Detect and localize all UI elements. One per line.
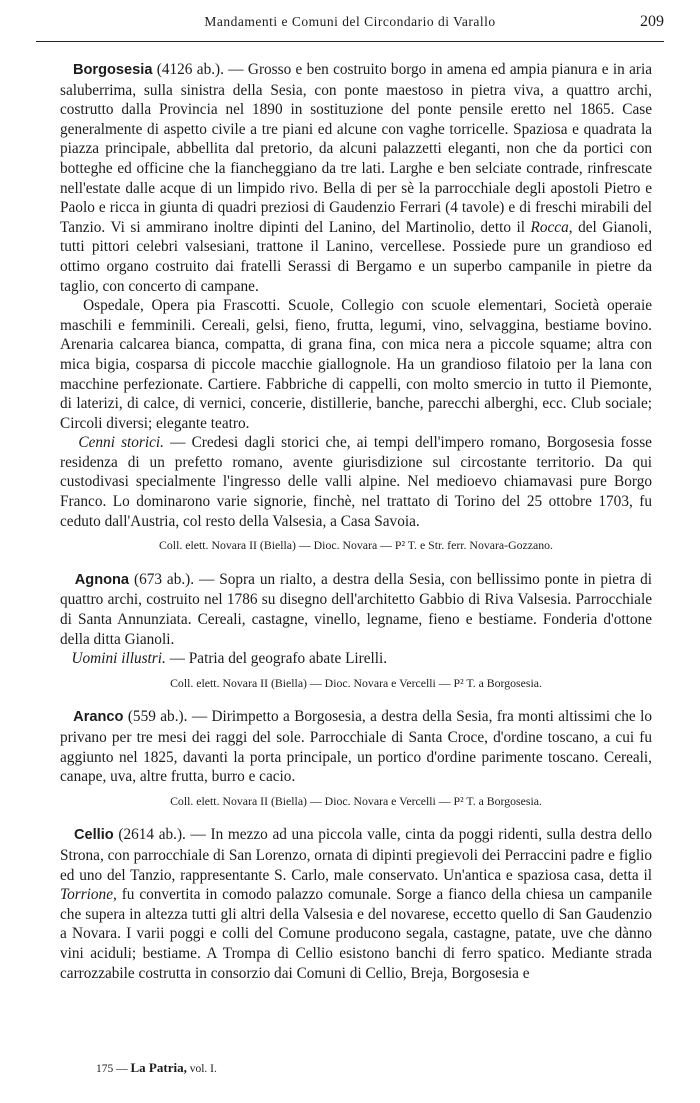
entry-text: — Patria del geografo abate Lirelli. bbox=[165, 650, 388, 668]
page-body bbox=[60, 60, 652, 997]
entry-name: Cellio bbox=[73, 827, 114, 844]
history-label: Cenni storici. bbox=[78, 434, 164, 452]
entry-paragraph bbox=[60, 296, 652, 433]
header-rule bbox=[36, 41, 664, 42]
footer-brand: La Patria, bbox=[130, 1060, 187, 1075]
entry-italic: Torrione bbox=[60, 886, 113, 904]
entry-footnote: Coll. elett. Novara II (Biella) — Dioc. Novara e Vercelli — P² T. a Borgosesia. bbox=[170, 675, 542, 690]
entry-agnona bbox=[60, 570, 652, 694]
entry-text: Ospedale, Opera pia Frascotti. Scuole, Collegio con scuole elementari, Società operaie maschili e femminili. Cereali, gelsi, fieno, frutta, legumi, vino, selvaggina, bestiame bovino. Arenaria calcarea bianca, compatta, di grana fina, con mica nera a piccole squame; altra con mica bigia, cosparsa di piccole macchie giallognole. Ha un grandioso filatoio per la lana con macchine perfezionate. Cartiere. Fabbriche di cappelli, con molto smercio in tutto il Piemonte, di laterizi, di calce, di vernici, concerie, distillerie, banche, parecchi alberghi, ecc. Club sociale; Circoli diversi; elegante teatro. bbox=[60, 297, 652, 432]
entry-paragraph bbox=[60, 60, 652, 296]
entry-text: , del Gianoli, tutti pittori celebri valsesiani, trattone il Lanino, vercellese. Possiede pure un grandioso ed ottimo organo costruito dai fratelli Serassi di Bergamo e un superbo campanile in pietre da taglio, con concerto di campane. bbox=[60, 218, 652, 295]
entry-text: (559 ab.). — Dirimpetto a Borgosesia, a destra della Sesia, fra monti altissimi che lo privano per tre mesi dei raggi del sole. Parrocchiale di Santa Croce, d'ordine toscano, a cui fu aggiunto nel 1825, davanti la porta principale, un portico d'ordine parimente toscano. Cereali, canape, uva, altre frutta, burro e cacio. bbox=[60, 708, 652, 786]
header-title: Mandamenti e Comuni del Circondario di Varallo bbox=[204, 14, 496, 29]
entry-name: Borgosesia bbox=[72, 62, 153, 78]
entry-cellio bbox=[60, 825, 652, 983]
entry-text: (673 ab.). — Sopra un rialto, a destra della Sesia, con bellissimo ponte in pietra di quattro archi, costruito nel 1786 su disegno dell'architetto Gabbio di Riva Valsesia. Parrocchiale di Santa Annunziata. Cereali, castagne, vinello, legname, fieno e bestiame. Fonderia d'ottone della ditta Gianoli. bbox=[60, 570, 652, 648]
entry-text: , fu convertita in comodo palazzo comunale. Sorge a fianco della chiesa un campanile che supera in altezza tutti gli altri della Valsesia e del novarese, eccetto quello di San Gaudenzio a Novara. I varii poggi e colli del Comune producono segala, castagne, patate, uve che dànno vini aciduli; bestiame. A Trompa di Cellio esistono banchi di ferro spatico. Mediante strada carrozzabile costrutta in consorzio dai Comuni di Cellio, Breja, Borgosesia e bbox=[60, 886, 652, 982]
entry-name: Aranco bbox=[73, 709, 124, 726]
entry-paragraph bbox=[60, 825, 652, 983]
entry-italic: Rocca bbox=[530, 218, 569, 236]
entry-text: — Credesi dagli storici che, ai tempi dell'impero romano, Borgosesia fosse residenza di un prefetto romano, avente giurisdizione sul circostante territorio. Da qui custodivasi specialmente l'ingresso delle valli alpine. Nel medioevo chiamavasi pure Borgo Franco. Lo dominarono varie signorie, finchè, nel trattato di Torino del 25 ottobre 1703, fu ceduto dall'Austria, col resto della Valsesia, a Casa Savoia. bbox=[60, 434, 652, 530]
entry-paragraph bbox=[60, 649, 652, 669]
footer-dash: — bbox=[113, 1063, 131, 1075]
page-footer bbox=[96, 1060, 217, 1076]
entry-text: (2614 ab.). — In mezzo ad una piccola valle, cinta da poggi ridenti, sulla destra dello Strona, con parrocchiale di San Lorenzo, ornata di dipinti pregievoli dei Perraccini padre e figlio ed uno del Tanzio, rappresentante S. Carlo, male conservato. Un'antica e spaziosa casa, detta il bbox=[60, 826, 652, 884]
entry-paragraph bbox=[60, 433, 652, 531]
entry-name: Agnona bbox=[74, 571, 130, 588]
entry-text: (4126 ab.). — Grosso e ben costruito borgo in amena ed ampia pianura e in aria saluberrima, sulla sinistra della Sesia, con ponte maestoso in pietra viva, a quattro archi, costrutto dalla Provincia nel 1890 in sostituzione del ponte pensile eretto nel 1865. Case generalmente di aspetto civile a tre piani ed alcune con vaghe torricelle. Spaziosa e quadrata la piazza principale, abbellita dal pretorio, da alcuni palazzetti eleganti, non che da portici con botteghe ed officine che la fiancheggiano da tre lati. Larghe e ben selciate contrade, rinfrescate nell'estate dalle acque di un limpido rivo. Bella di per sè la parrocchiale degli apostoli Pietro e Paolo e ricca in giunta di quadri preziosi di Gaudenzio Ferrari (4 tavole) e di freschi mirabili del Tanzio. Vi si ammirano inoltre dipinti del Lanino, del Martinolio, detto il bbox=[60, 61, 652, 236]
entry-paragraph bbox=[60, 570, 652, 649]
footer-volume: vol. I. bbox=[186, 1063, 217, 1075]
footer-number: 175 bbox=[96, 1063, 114, 1075]
running-header bbox=[36, 14, 664, 40]
entry-footnote: Coll. elett. Novara II (Biella) — Dioc. Novara — P² T. e Str. ferr. Novara-Gozzano. bbox=[159, 538, 553, 553]
page-number: 209 bbox=[640, 13, 664, 30]
entry-aranco bbox=[60, 707, 652, 811]
entry-footnote: Coll. elett. Novara II (Biella) — Dioc. Novara e Vercelli — P² T. a Borgosesia. bbox=[170, 793, 542, 808]
famous-label: Uomini illustri. bbox=[71, 650, 166, 668]
entry-borgosesia bbox=[60, 60, 652, 556]
entry-paragraph bbox=[60, 707, 652, 786]
